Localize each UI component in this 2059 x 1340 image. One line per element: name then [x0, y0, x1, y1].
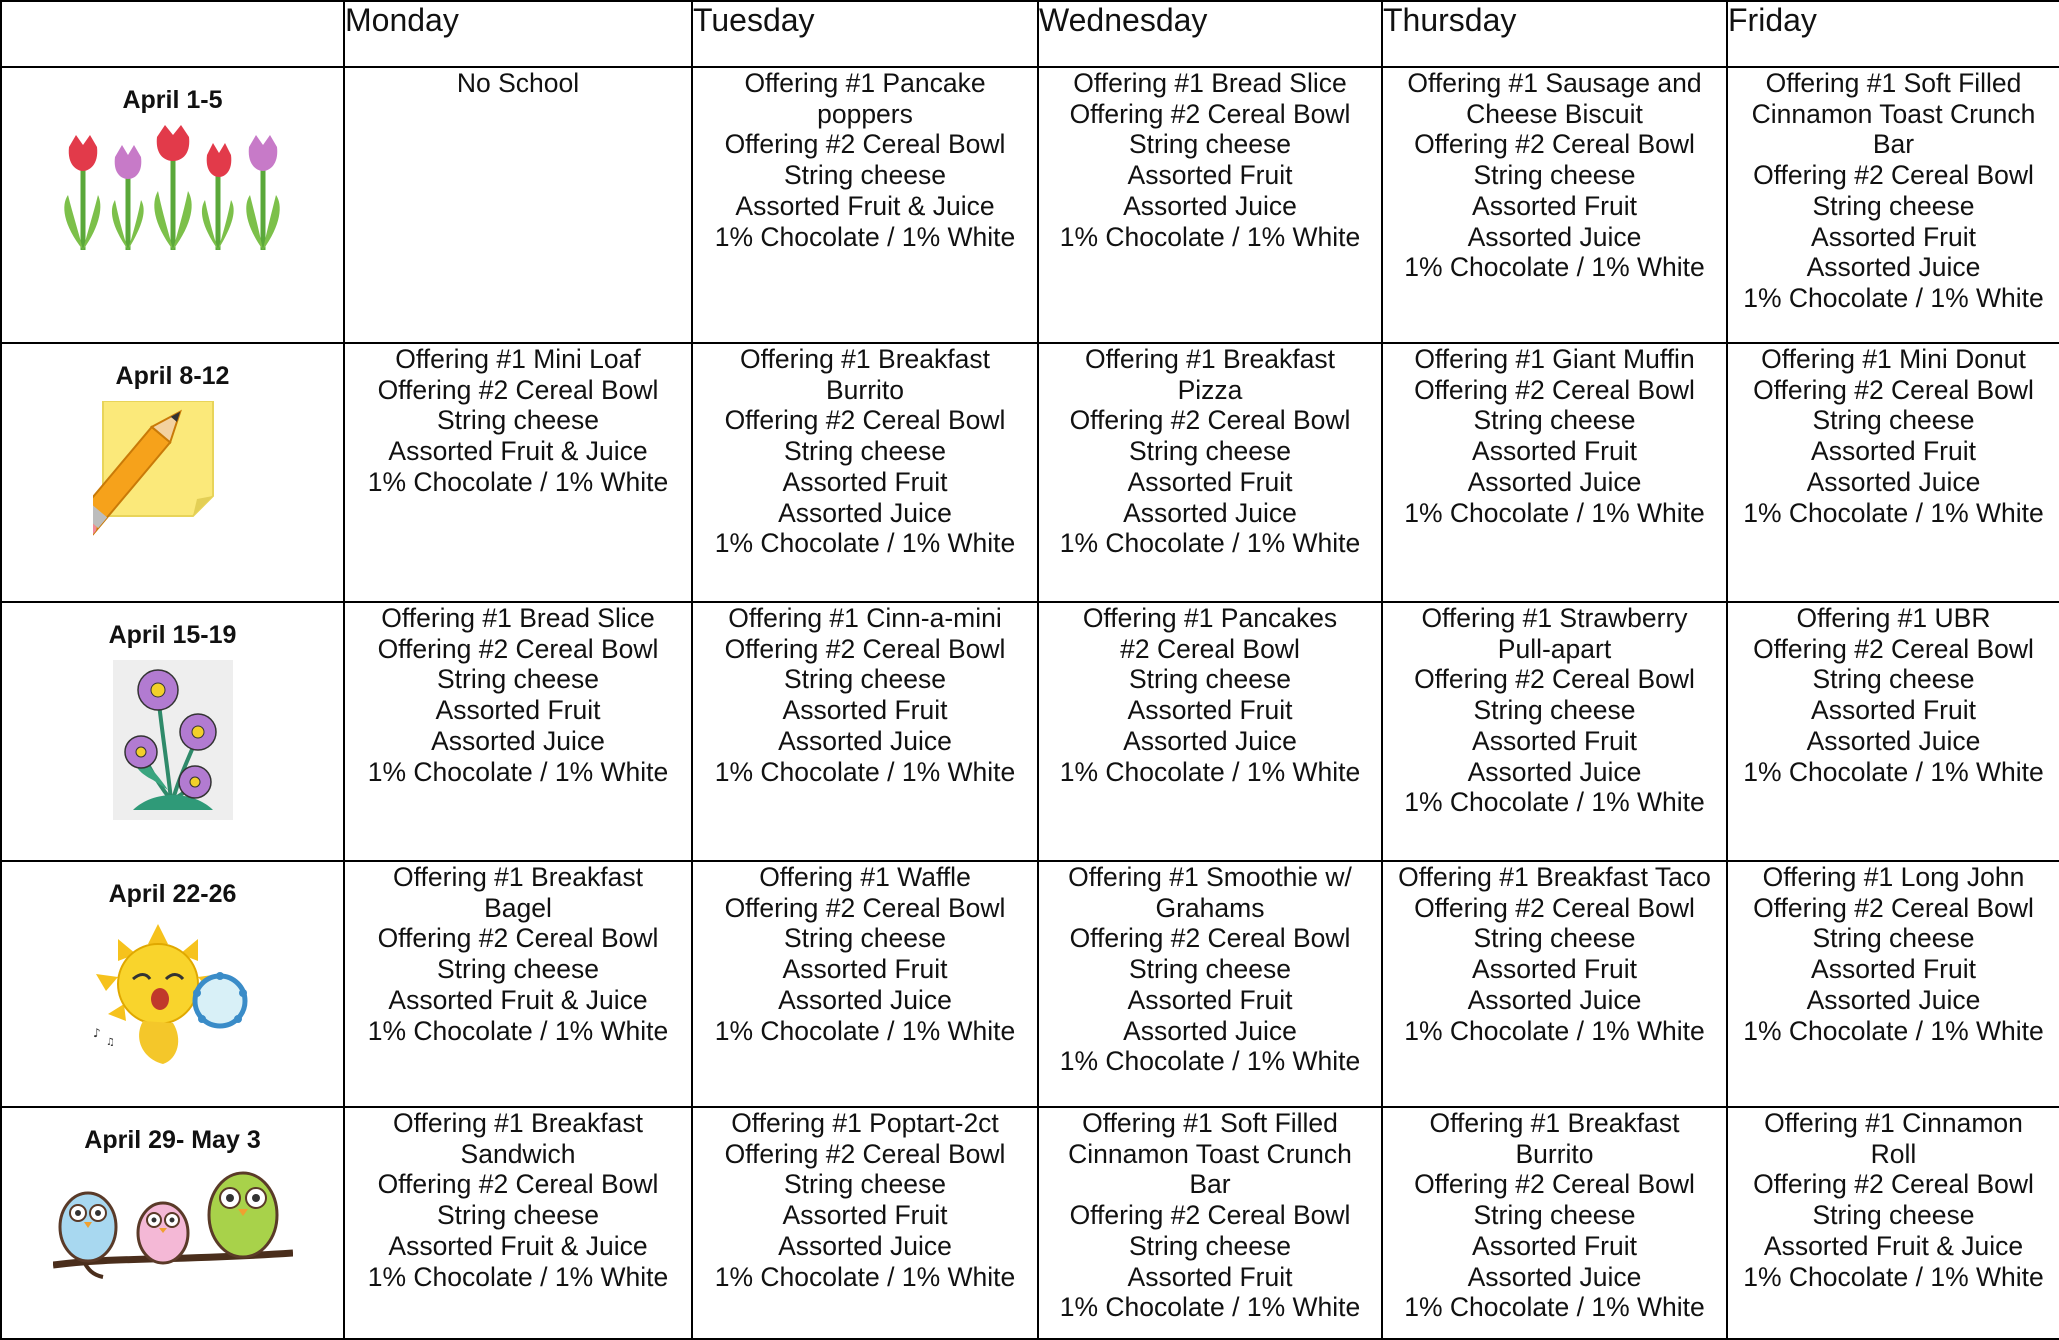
- menu-line: 1% Chocolate / 1% White: [714, 528, 1016, 559]
- menu-cell-friday: [1727, 602, 2059, 861]
- header-row: [1, 1, 2059, 67]
- day-header-thursday: Thursday: [1382, 1, 1727, 67]
- menu-line: Assorted Fruit: [1811, 695, 1976, 726]
- menu-line: Assorted Juice: [431, 725, 605, 756]
- menu-line: 1% Chocolate / 1% White: [714, 221, 1016, 252]
- menu-line: Burrito: [825, 374, 905, 405]
- menu-cell-monday: [344, 67, 692, 343]
- menu-line: #2 Cereal Bowl: [1120, 633, 1300, 664]
- menu-cell-friday: [1727, 343, 2059, 602]
- day-header-tuesday: Tuesday: [692, 1, 1038, 67]
- menu-line: Assorted Fruit: [1472, 436, 1637, 467]
- menu-cell-friday: [1727, 861, 2059, 1107]
- menu-line: String cheese: [1473, 695, 1636, 726]
- week-row: [1, 343, 2059, 602]
- menu-line: Offering #1 Mini Loaf: [395, 344, 641, 374]
- menu-line: Offering #2 Cereal Bowl: [377, 633, 659, 664]
- menu-line: Assorted Juice: [1806, 725, 1981, 756]
- purple-flowers-clipart: [113, 660, 233, 820]
- menu-line: String cheese: [783, 160, 947, 191]
- menu-line: String cheese: [783, 923, 947, 954]
- menu-line: Sandwich: [460, 1138, 576, 1169]
- menu-cell-tuesday: [692, 343, 1038, 602]
- menu-line: Assorted Fruit & Juice: [388, 1230, 648, 1261]
- menu-line: 1% Chocolate / 1% White: [367, 466, 669, 497]
- menu-line: Offering #1 Cinn-a-mini: [728, 603, 1002, 633]
- menu-line: Offering #2 Cereal Bowl: [1753, 1169, 2034, 1200]
- menu-line: Assorted Juice: [778, 725, 952, 756]
- day-header-monday: Monday: [344, 1, 692, 67]
- menu-cell-wednesday: [1038, 602, 1382, 861]
- menu-cell-tuesday: [692, 602, 1038, 861]
- menu-line: Cinnamon Toast Crunch: [1068, 1138, 1352, 1169]
- menu-line: Assorted Juice: [1123, 1015, 1297, 1046]
- menu-line: 1% Chocolate / 1% White: [1743, 1261, 2044, 1292]
- week-label: April 29- May 3: [84, 1126, 261, 1154]
- menu-line: Offering #1 Breakfast: [1429, 1108, 1680, 1138]
- tulips-clipart: [43, 125, 303, 255]
- menu-line: Assorted Juice: [778, 1230, 952, 1261]
- menu-line: Offering #2 Cereal Bowl: [377, 923, 659, 954]
- menu-line: Assorted Fruit & Juice: [388, 436, 648, 467]
- menu-line: Offering #2 Cereal Bowl: [377, 374, 659, 405]
- menu-line: Assorted Juice: [1123, 190, 1297, 221]
- menu-line: Assorted Juice: [1467, 466, 1642, 497]
- menu-line: Pizza: [1177, 374, 1243, 405]
- week-label-cell: [1, 67, 344, 343]
- menu-line: Offering #2 Cereal Bowl: [1069, 98, 1351, 129]
- menu-line: Assorted Juice: [1123, 725, 1297, 756]
- menu-cell-wednesday: [1038, 343, 1382, 602]
- menu-line: Bar: [1872, 129, 1915, 160]
- menu-line: Offering #1 Pancakes: [1082, 603, 1338, 633]
- menu-line: String cheese: [1128, 954, 1292, 985]
- menu-line: Assorted Fruit: [1472, 954, 1637, 985]
- menu-line: Offering #2 Cereal Bowl: [724, 633, 1006, 664]
- menu-line: Offering #2 Cereal Bowl: [724, 1138, 1006, 1169]
- menu-line: String cheese: [1473, 923, 1636, 954]
- menu-line: Assorted Fruit: [1472, 1230, 1637, 1261]
- menu-line: 1% Chocolate / 1% White: [1059, 1292, 1361, 1323]
- week-label: April 8-12: [115, 362, 230, 390]
- week-label: April 22-26: [108, 880, 237, 908]
- week-label-cell: [1, 861, 344, 1107]
- menu-line: Offering #1 Breakfast: [740, 344, 990, 374]
- menu-cell-thursday: [1382, 67, 1727, 343]
- menu-line: Offering #1 Long John: [1762, 862, 2025, 892]
- menu-line: 1% Chocolate / 1% White: [1404, 1015, 1705, 1046]
- menu-line: Assorted Fruit: [782, 466, 948, 497]
- menu-line: Offering #1 Cinnamon: [1764, 1108, 2023, 1138]
- menu-line: String cheese: [1128, 1230, 1292, 1261]
- menu-line: 1% Chocolate / 1% White: [1404, 1292, 1705, 1323]
- menu-line: Assorted Juice: [1806, 984, 1981, 1015]
- menu-line: String cheese: [1128, 436, 1292, 467]
- menu-line: Offering #1 Mini Donut: [1761, 344, 2026, 374]
- menu-line: Assorted Juice: [778, 984, 952, 1015]
- week-row: [1, 1107, 2059, 1339]
- menu-line: 1% Chocolate / 1% White: [367, 1261, 669, 1292]
- menu-cell-wednesday: [1038, 67, 1382, 343]
- menu-line: Offering #2 Cereal Bowl: [377, 1169, 659, 1200]
- menu-line: Cinnamon Toast Crunch: [1751, 98, 2036, 129]
- menu-cell-monday: [344, 343, 692, 602]
- week-row: [1, 861, 2059, 1107]
- menu-line: 1% Chocolate / 1% White: [1059, 756, 1361, 787]
- menu-line: Offering #2 Cereal Bowl: [1414, 892, 1695, 923]
- menu-line: String cheese: [783, 664, 947, 695]
- menu-cell-friday: [1727, 1107, 2059, 1339]
- menu-line: Roll: [1870, 1138, 1917, 1169]
- menu-line: Offering #1 UBR: [1796, 603, 1991, 633]
- menu-line: String cheese: [783, 1169, 947, 1200]
- menu-line: 1% Chocolate / 1% White: [1743, 756, 2044, 787]
- menu-line: Assorted Juice: [1467, 756, 1642, 787]
- menu-line: 1% Chocolate / 1% White: [367, 756, 669, 787]
- menu-line: Assorted Fruit: [1811, 954, 1976, 985]
- menu-line: Offering #2 Cereal Bowl: [1753, 160, 2034, 191]
- menu-line: Offering #2 Cereal Bowl: [1069, 1200, 1351, 1231]
- menu-cell-monday: [344, 861, 692, 1107]
- menu-line: String cheese: [1812, 664, 1975, 695]
- menu-line: Assorted Fruit: [1472, 725, 1637, 756]
- menu-line: Offering #1 Sausage and: [1407, 68, 1702, 98]
- menu-line: 1% Chocolate / 1% White: [714, 1261, 1016, 1292]
- svg-text:♪: ♪: [92, 1026, 101, 1040]
- menu-line: String cheese: [1473, 1200, 1636, 1231]
- menu-line: poppers: [817, 98, 913, 129]
- menu-line: Assorted Juice: [778, 497, 952, 528]
- menu-line: Offering #1 Bread Slice: [1073, 68, 1347, 98]
- menu-line: Assorted Juice: [1123, 497, 1297, 528]
- menu-cell-tuesday: [692, 861, 1038, 1107]
- menu-line: Offering #2 Cereal Bowl: [724, 405, 1006, 436]
- menu-line: 1% Chocolate / 1% White: [1404, 252, 1705, 283]
- menu-line: String cheese: [1128, 129, 1292, 160]
- menu-cell-friday: [1727, 67, 2059, 343]
- menu-line: Assorted Fruit: [1127, 984, 1293, 1015]
- menu-cell-tuesday: [692, 1107, 1038, 1339]
- menu-line: Offering #1 Breakfast: [1085, 344, 1335, 374]
- menu-line: 1% Chocolate / 1% White: [1059, 1046, 1361, 1077]
- menu-line: Assorted Juice: [1467, 1261, 1642, 1292]
- menu-line: Offering #2 Cereal Bowl: [1414, 664, 1695, 695]
- menu-line: Assorted Juice: [1467, 984, 1642, 1015]
- menu-line: Assorted Fruit & Juice: [735, 190, 995, 221]
- menu-line: Assorted Fruit: [1472, 190, 1637, 221]
- week-label-cell: [1, 1107, 344, 1339]
- singing-sun-clipart: [88, 919, 258, 1069]
- menu-line: Assorted Fruit: [782, 954, 948, 985]
- menu-cell-thursday: [1382, 1107, 1727, 1339]
- menu-line: Pull-apart: [1497, 633, 1612, 664]
- menu-cell-thursday: [1382, 861, 1727, 1107]
- menu-line: Grahams: [1155, 892, 1265, 923]
- week-row: [1, 67, 2059, 343]
- menu-line: Offering #1 Soft Filled: [1082, 1108, 1338, 1138]
- menu-line: String cheese: [1812, 923, 1975, 954]
- menu-line: 1% Chocolate / 1% White: [714, 756, 1016, 787]
- corner-cell: [1, 1, 344, 67]
- menu-cell-thursday: [1382, 602, 1727, 861]
- menu-line: 1% Chocolate / 1% White: [367, 1015, 669, 1046]
- menu-line: Offering #2 Cereal Bowl: [1753, 892, 2034, 923]
- menu-line: Burrito: [1515, 1138, 1594, 1169]
- menu-line: Assorted Fruit: [782, 1200, 948, 1231]
- menu-line: Offering #1 Breakfast: [393, 1108, 643, 1138]
- menu-cell-thursday: [1382, 343, 1727, 602]
- menu-line: Offering #1 Waffle: [759, 862, 971, 892]
- menu-line: Offering #2 Cereal Bowl: [1414, 374, 1695, 405]
- menu-line: String cheese: [1473, 160, 1636, 191]
- sticky-note-pencil-clipart: [93, 401, 253, 561]
- menu-line: Offering #1 Breakfast Taco: [1398, 862, 1711, 892]
- menu-line: 1% Chocolate / 1% White: [714, 1015, 1016, 1046]
- menu-line: Offering #2 Cereal Bowl: [1414, 129, 1695, 160]
- menu-line: Offering #2 Cereal Bowl: [1069, 923, 1351, 954]
- week-label: April 15-19: [108, 621, 237, 649]
- menu-line: 1% Chocolate / 1% White: [1743, 1015, 2044, 1046]
- menu-line: String cheese: [1812, 405, 1975, 436]
- menu-line: Offering #2 Cereal Bowl: [1069, 405, 1351, 436]
- menu-line: No School: [456, 68, 580, 98]
- menu-line: Offering #2 Cereal Bowl: [1753, 374, 2034, 405]
- menu-line: String cheese: [1812, 190, 1975, 221]
- menu-line: Assorted Fruit: [1811, 436, 1976, 467]
- menu-line: 1% Chocolate / 1% White: [1059, 221, 1361, 252]
- menu-line: Offering #2 Cereal Bowl: [724, 892, 1006, 923]
- menu-line: Offering #1 Strawberry: [1421, 603, 1688, 633]
- menu-line: Offering #1 Pancake: [744, 68, 986, 98]
- menu-cell-monday: [344, 602, 692, 861]
- menu-line: 1% Chocolate / 1% White: [1743, 497, 2044, 528]
- menu-line: 1% Chocolate / 1% White: [1404, 787, 1705, 818]
- menu-line: Assorted Juice: [1467, 221, 1642, 252]
- menu-line: Offering #1 Breakfast: [393, 862, 643, 892]
- menu-line: Cheese Biscuit: [1466, 98, 1643, 129]
- menu-line: Bar: [1189, 1169, 1231, 1200]
- menu-line: Assorted Fruit: [782, 695, 948, 726]
- menu-line: String cheese: [436, 1200, 600, 1231]
- owls-on-branch-clipart: [53, 1165, 293, 1285]
- menu-line: 1% Chocolate / 1% White: [1743, 282, 2044, 313]
- menu-line: Bagel: [484, 892, 552, 923]
- menu-line: Offering #2 Cereal Bowl: [724, 129, 1006, 160]
- menu-line: Assorted Fruit: [1127, 1261, 1293, 1292]
- menu-line: Assorted Fruit: [1127, 466, 1293, 497]
- menu-cell-tuesday: [692, 67, 1038, 343]
- menu-line: Assorted Juice: [1806, 466, 1981, 497]
- menu-line: String cheese: [783, 436, 947, 467]
- menu-line: Offering #2 Cereal Bowl: [1753, 633, 2034, 664]
- menu-line: String cheese: [1128, 664, 1292, 695]
- menu-line: 1% Chocolate / 1% White: [1404, 497, 1705, 528]
- week-row: [1, 602, 2059, 861]
- menu-line: String cheese: [1473, 405, 1636, 436]
- svg-text:♫: ♫: [105, 1037, 115, 1048]
- menu-line: String cheese: [1812, 1200, 1975, 1231]
- week-label-cell: [1, 602, 344, 861]
- menu-line: String cheese: [436, 405, 600, 436]
- menu-cell-monday: [344, 1107, 692, 1339]
- menu-line: Offering #1 Giant Muffin: [1414, 344, 1695, 374]
- menu-line: Assorted Fruit & Juice: [388, 984, 648, 1015]
- menu-line: Assorted Fruit: [435, 695, 601, 726]
- menu-line: Offering #2 Cereal Bowl: [1414, 1169, 1695, 1200]
- menu-line: 1% Chocolate / 1% White: [1059, 528, 1361, 559]
- menu-line: Assorted Fruit & Juice: [1763, 1230, 2024, 1261]
- menu-cell-wednesday: [1038, 861, 1382, 1107]
- menu-line: Offering #1 Smoothie w/: [1068, 862, 1352, 892]
- menu-line: Offering #1 Soft Filled: [1765, 68, 2022, 98]
- menu-line: Assorted Juice: [1806, 252, 1981, 283]
- day-header-wednesday: Wednesday: [1038, 1, 1382, 67]
- menu-line: Assorted Fruit: [1811, 221, 1976, 252]
- menu-line: Assorted Fruit: [1127, 160, 1293, 191]
- menu-line: Offering #1 Bread Slice: [381, 603, 655, 633]
- day-header-friday: Friday: [1727, 1, 2059, 67]
- week-label-cell: [1, 343, 344, 602]
- menu-cell-wednesday: [1038, 1107, 1382, 1339]
- menu-line: String cheese: [436, 954, 600, 985]
- week-label: April 1-5: [122, 86, 223, 114]
- menu-line: String cheese: [436, 664, 600, 695]
- menu-line: Assorted Fruit: [1127, 695, 1293, 726]
- menu-line: Offering #1 Poptart-2ct: [731, 1108, 999, 1138]
